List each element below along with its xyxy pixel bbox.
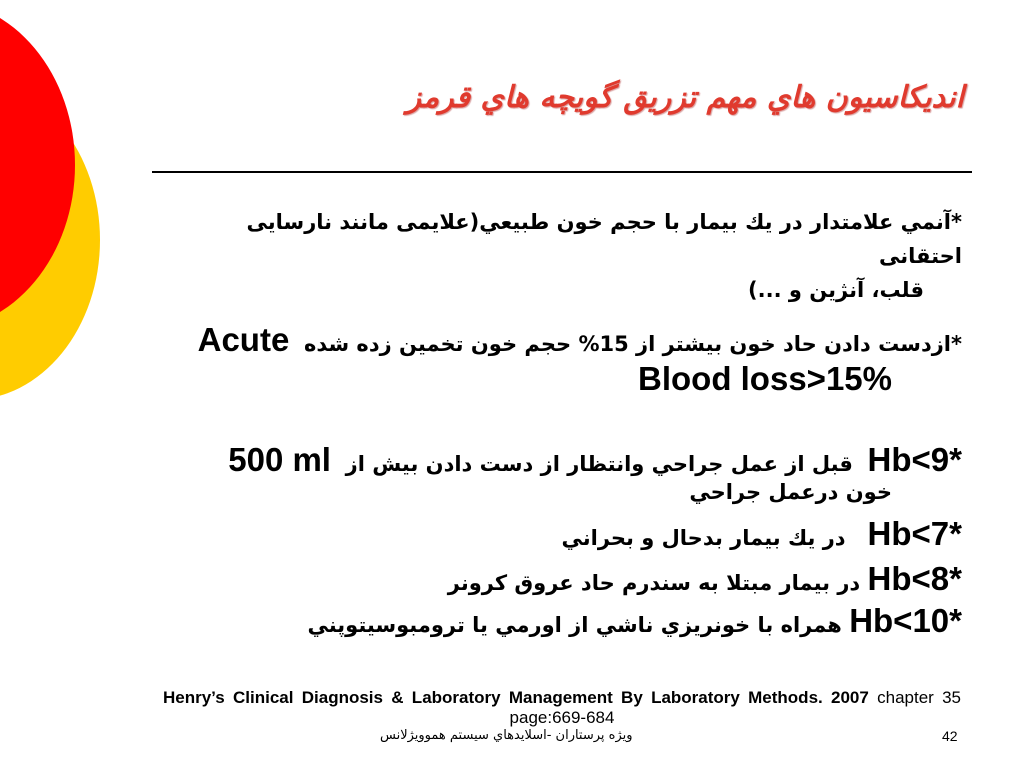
point-2: [162, 322, 962, 362]
slide-title: انديكاسيون هاي مهم تزريق گويچه هاي قرمز: [406, 80, 964, 115]
point-6-star: *: [949, 602, 962, 639]
reference-normal: chapter 35 page:669-684: [509, 688, 962, 727]
reference-citation: [163, 688, 961, 728]
point-3-star: *: [949, 441, 962, 478]
point-6-text: همراه با خونريزي ناشي از اورمي يا ترومبوسيتوپني: [307, 613, 842, 637]
point-1: [162, 205, 962, 307]
point-6-hb: Hb<10: [849, 602, 950, 639]
point-3-text: قبل از عمل جراحي وانتظار از دست دادن بيش از: [345, 452, 853, 476]
point-5-star: *: [949, 560, 962, 597]
reference-bold: Henry’s Clinical Diagnosis & Laboratory Management By Laboratory Methods. 2007: [163, 688, 869, 707]
point-2-latin: Acute: [197, 321, 290, 358]
point-5-text: در بيمار مبتلا به سندرم حاد عروق كرونر: [447, 571, 861, 595]
point-4: [561, 515, 962, 553]
page-number: 42: [942, 728, 958, 744]
point-5-hb: Hb<8: [867, 560, 950, 597]
point-1-line-2: قلب، آنژين و ...): [748, 278, 924, 302]
point-1-line-1: *آنمي علامتدار در يك بيمار با حجم خون طبيعي(علايمی مانند نارسايی احتقانی: [246, 210, 962, 268]
point-6: [307, 602, 962, 640]
point-5: [448, 560, 962, 598]
point-2-line-2: Blood loss>15%: [638, 360, 892, 397]
point-3-latin: 500 ml: [228, 441, 331, 478]
title-divider: [152, 171, 972, 173]
point-2-text: *ازدست دادن حاد خون بيشتر از 15% حجم خون تخمين زده شده: [303, 332, 962, 356]
point-3-line-2: خون درعمل جراحي: [689, 480, 892, 504]
point-4-hb: Hb<7: [867, 515, 950, 552]
point-3: [162, 440, 962, 484]
footer-text: ويژه پرستاران -اسلايدهاي سيستم هموويژلانس: [380, 728, 633, 743]
point-4-text: در يك بيمار بدحال و بحراني: [561, 526, 846, 550]
point-3-hb: Hb<9: [867, 441, 950, 478]
point-4-star: *: [949, 515, 962, 552]
